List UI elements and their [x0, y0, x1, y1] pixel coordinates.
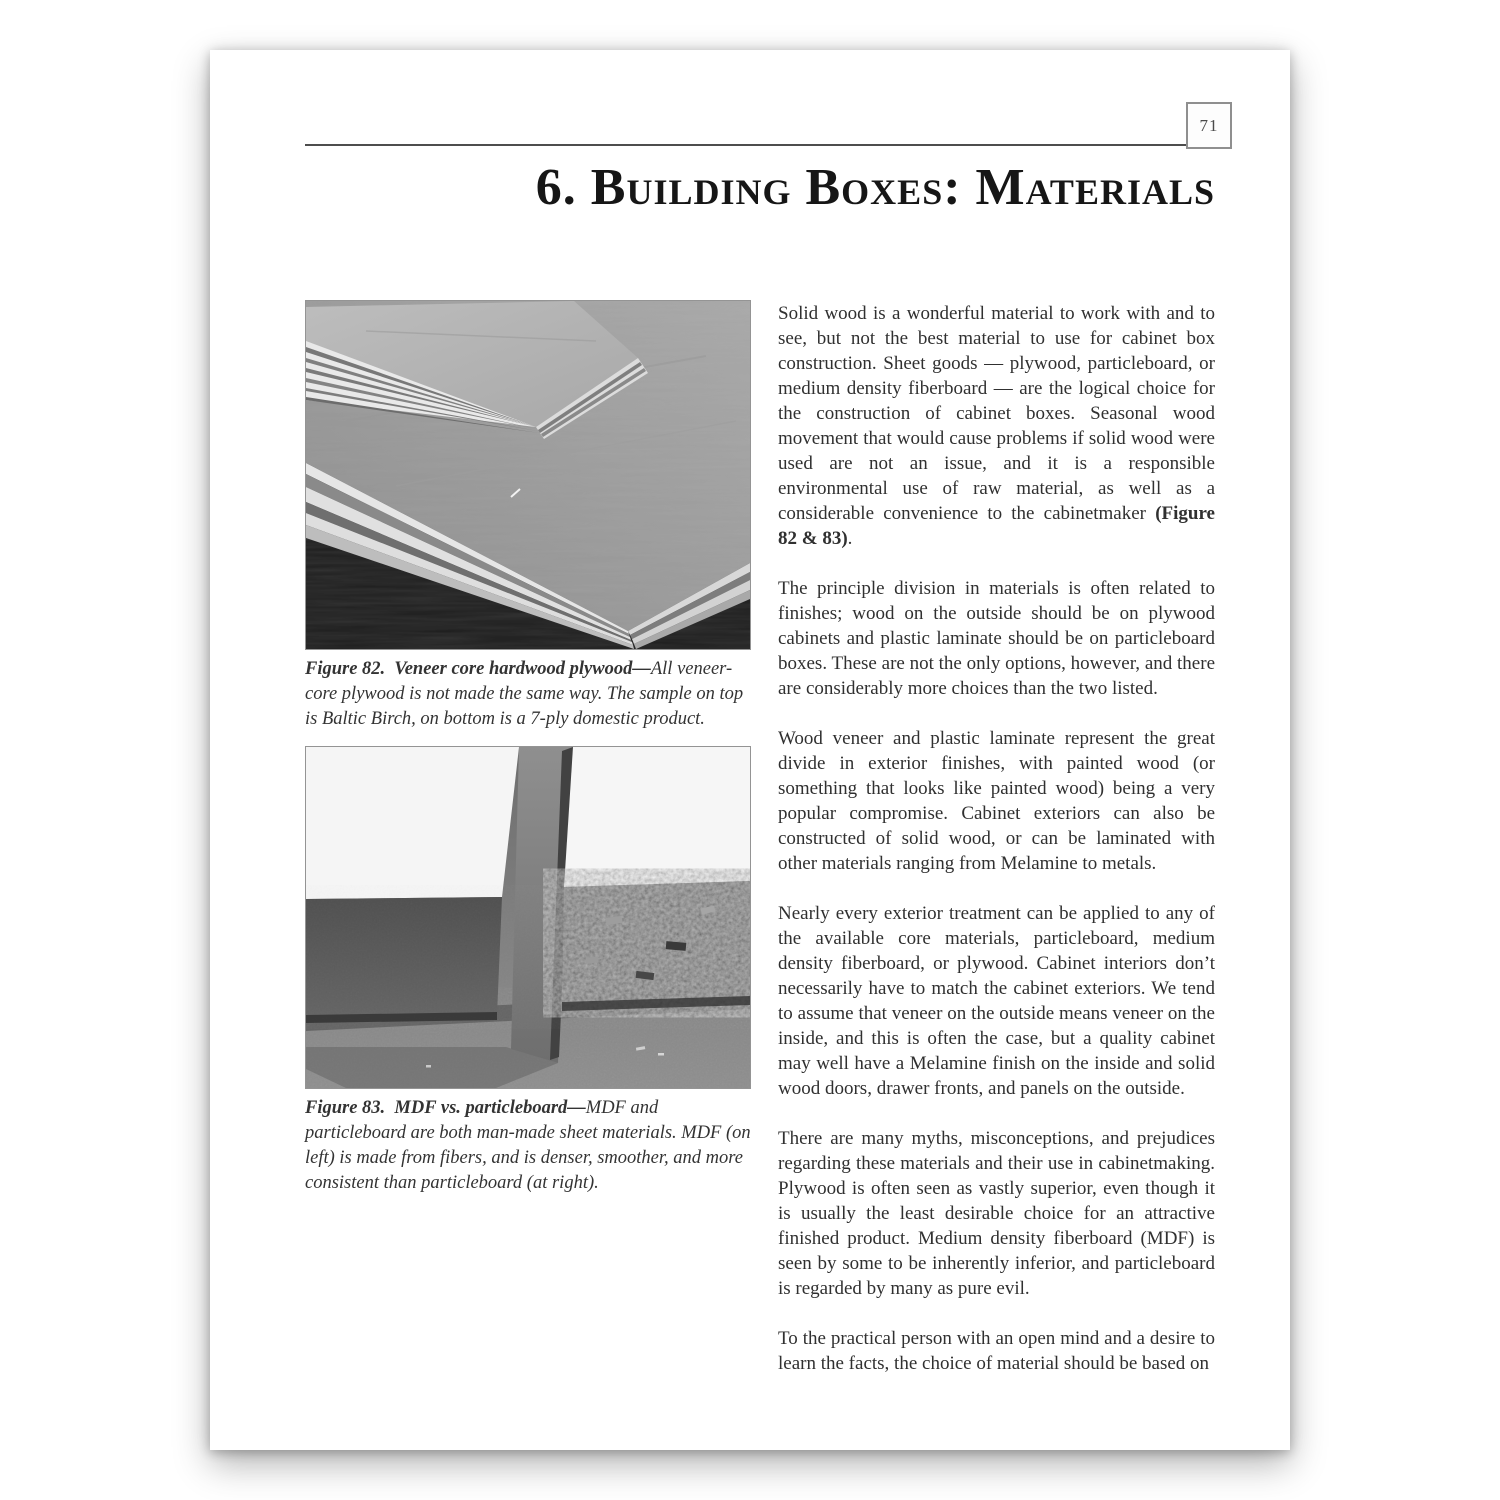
figure-83-caption [305, 1096, 751, 1196]
body-paragraph: Solid wood is a wonderful material to work with and to see, but not the best material to use for cabinet box construction. Sheet goods — plywood, particleboard, or medium density fiberboard — are the logical choice for the construction of cabinet boxes. Seasonal wood movement that would cause problems if solid wood were used are not an issue, and it is a responsible environmental use of raw material, as well as a considerable convenience to the cabinetmaker (Figure 82 & 83). [778, 303, 1215, 549]
body-paragraph: To the practical person with an open mind and a desire to learn the facts, the choice of material should be based on [778, 1328, 1215, 1374]
body-paragraph: Nearly every exterior treatment can be applied to any of the available core materials, particleboard, medium density fiberboard, or plywood. Cabinet interiors don’t necessarily have to match the cabinet exteriors. We tend to assume that veneer on the outside means veneer on the inside, and this is often the case, but a quality cabinet may well have a Melamine finish on the inside and solid wood doors, drawer fronts, and panels on the outside. [778, 903, 1215, 1099]
figure-82-caption-dash: — [632, 659, 651, 679]
page-columns [305, 300, 1215, 1376]
figure-82-caption [305, 657, 751, 732]
figure-83-caption-lead: Figure 83. MDF vs. particleboard [305, 1098, 568, 1118]
figure-column [305, 300, 751, 1376]
body-text-column [778, 301, 1215, 1376]
book-page [210, 50, 1290, 1450]
body-paragraph: The principle division in materials is often related to finishes; wood on the outside should be on plywood cabinets and plastic laminate should be on particleboard boxes. These are not the only options, however, and there are considerably more choices than the two listed. [778, 578, 1215, 699]
body-paragraph: There are many myths, misconceptions, and prejudices regarding these materials and their use in cabinetmaking. Plywood is often seen as vastly superior, even though it is usually the least desirable choice for an attractive finished product. Medium density fiberboard (MDF) is seen by some to be inherently inferior, and particleboard is regarded by many as pure evil. [778, 1128, 1215, 1299]
figure-83-caption-dash: — [567, 1098, 586, 1118]
figure-83-caption-text: MDF and particleboard are both man-made sheet materials. MDF (on left) is made from fibers, and is denser, smoother, and more consistent than particleboard (at right). [305, 1098, 751, 1193]
page-number-box [1186, 102, 1232, 149]
chapter-title: 6. Building Boxes: Materials [535, 159, 1215, 216]
body-paragraph: Wood veneer and plastic laminate represent the great divide in exterior finishes, with painted wood (or something that looks like painted wood) being a very popular compromise. Cabinet exteriors can also be constructed of solid wood, or can be laminated with other materials ranging from Melamine to metals. [778, 728, 1215, 874]
figure-83 [305, 746, 751, 1196]
header-rule [305, 144, 1187, 146]
figure-82 [305, 300, 751, 732]
page-number: 71 [1199, 115, 1219, 135]
veneer-core-plywood-photo [305, 300, 751, 650]
figure-82-caption-lead: Figure 82. Veneer core hardwood plywood [305, 659, 633, 679]
mdf-vs-particleboard-photo [305, 746, 751, 1089]
figure-82-caption-text: All veneer-core plywood is not made the same way. The sample on top is Baltic Birch, on bottom is a 7-ply domestic product. [305, 659, 744, 729]
